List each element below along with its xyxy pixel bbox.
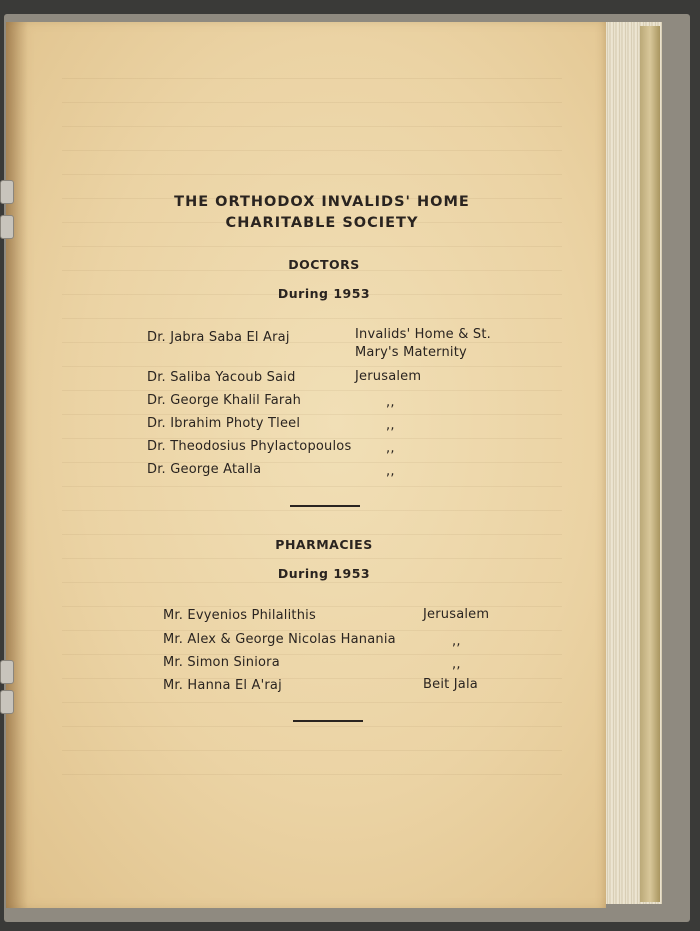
doctor-name-1: Dr. Jabra Saba El Araj [147,330,290,345]
binding-clip-top [0,180,14,204]
pharmacy-name-3: Mr. Simon Siniora [163,655,280,670]
binding-clip-upper [0,215,14,239]
doctors-period: During 1953 [277,286,371,301]
doctor-place-1-line-1: Invalids' Home & St. [355,327,491,342]
pharmacy-place-2: ,, [452,634,461,649]
doctor-name-2: Dr. Saliba Yacoub Said [147,370,296,385]
doctor-name-4: Dr. Ibrahim Photy Tleel [147,416,301,431]
doctors-heading: DOCTORS [288,257,360,272]
doctor-place-6: ,, [386,464,395,479]
title-line-1: THE ORTHODOX INVALIDS' HOME [174,194,470,210]
doctor-name-3: Dr. George Khalil Farah [147,393,302,408]
binding-clip-lower [0,660,14,684]
doctor-place-1-line-2: Mary's Maternity [355,345,467,360]
binding-clip-bottom [0,690,14,714]
section-divider-1 [290,505,360,507]
pharmacy-place-3: ,, [452,657,461,672]
pharmacy-name-1: Mr. Evyenios Philalithis [163,608,316,623]
page-edges-shadow [640,26,660,902]
pharmacy-name-4: Mr. Hanna El A'raj [163,678,282,693]
section-divider-2 [293,720,363,722]
pharmacy-place-4: Beit Jala [423,677,478,692]
doctor-place-5: ,, [386,441,395,456]
pharmacy-name-2: Mr. Alex & George Nicolas Hanania [163,632,396,647]
spine-shadow [6,22,28,908]
doctor-name-6: Dr. George Atalla [147,462,262,477]
doctor-place-2: Jerusalem [355,369,422,384]
title-line-2: CHARITABLE SOCIETY [225,215,419,231]
pharmacy-place-1: Jerusalem [423,607,490,622]
bleed-through-text [62,58,562,778]
doctor-place-4: ,, [386,418,395,433]
doctor-name-5: Dr. Theodosius Phylactopoulos [147,439,352,454]
pharmacies-period: During 1953 [277,566,371,581]
pharmacies-heading: PHARMACIES [275,537,373,552]
doctor-place-3: ,, [386,395,395,410]
